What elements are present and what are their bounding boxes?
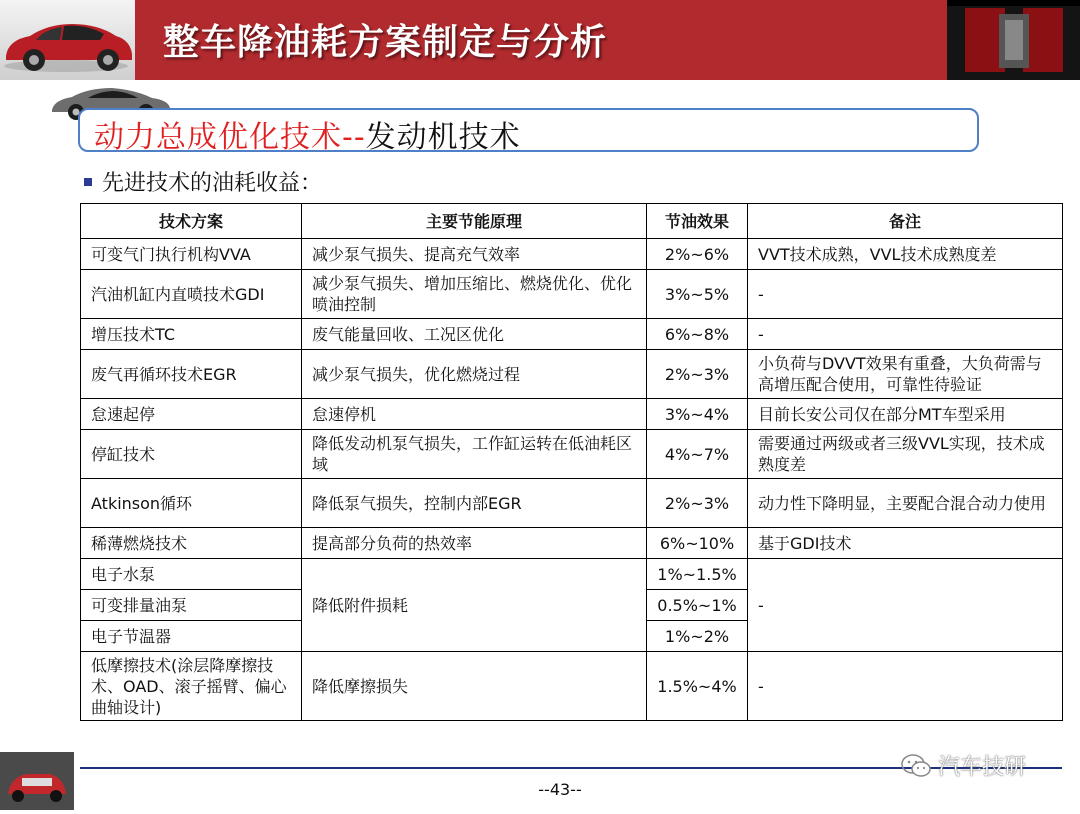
tech-cell: 停缸技术	[81, 430, 302, 479]
page-title: 整车降油耗方案制定与分析	[163, 22, 608, 63]
table-row	[81, 399, 1063, 430]
table-row	[81, 319, 1063, 350]
watermark-text: 汽车技研	[938, 755, 1027, 780]
section-title-black: 发动机技术	[365, 120, 521, 155]
header-engine-image-right	[947, 0, 1080, 80]
effect-cell: 6%~10%	[647, 528, 748, 559]
column-header: 节油效果	[647, 204, 748, 239]
column-header: 技术方案	[81, 204, 302, 239]
effect-cell: 1%~1.5%	[647, 559, 748, 590]
note-cell: -	[748, 559, 1063, 652]
tech-cell: 可变气门执行机构VVA	[81, 239, 302, 270]
principle-cell: 提高部分负荷的热效率	[302, 528, 647, 559]
principle-cell: 减少泵气损失，优化燃烧过程	[302, 350, 647, 399]
fuel-saving-table	[80, 203, 1063, 721]
bullet-line	[84, 166, 322, 197]
note-cell: 动力性下降明显，主要配合混合动力使用	[748, 479, 1063, 528]
tech-cell: 废气再循环技术EGR	[81, 350, 302, 399]
tech-cell: 低摩擦技术(涂层降摩擦技术、OAD、滚子摇臂、偏心曲轴设计)	[81, 652, 302, 721]
section-title-red: 动力总成优化技术--	[94, 120, 366, 155]
column-header: 备注	[748, 204, 1063, 239]
bullet-text: 先进技术的油耗收益：	[102, 171, 323, 196]
wechat-icon	[900, 753, 932, 779]
effect-cell: 1%~2%	[647, 621, 748, 652]
effect-cell: 1.5%~4%	[647, 652, 748, 721]
note-cell: 小负荷与DVVT效果有重叠，大负荷需与高增压配合使用，可靠性待验证	[748, 350, 1063, 399]
principle-cell: 废气能量回收、工况区优化	[302, 319, 647, 350]
effect-cell: 4%~7%	[647, 430, 748, 479]
note-cell: 目前长安公司仅在部分MT车型采用	[748, 399, 1063, 430]
tech-cell: 电子水泵	[81, 559, 302, 590]
effect-cell: 0.5%~1%	[647, 590, 748, 621]
watermark	[900, 750, 1026, 781]
table-row	[81, 528, 1063, 559]
principle-cell: 降低泵气损失，控制内部EGR	[302, 479, 647, 528]
effect-cell: 2%~3%	[647, 350, 748, 399]
note-cell: 基于GDI技术	[748, 528, 1063, 559]
tech-cell: 汽油机缸内直喷技术GDI	[81, 270, 302, 319]
page-number: --43--	[538, 780, 582, 799]
principle-cell: 减少泵气损失、提高充气效率	[302, 239, 647, 270]
note-cell: -	[748, 270, 1063, 319]
effect-cell: 2%~6%	[647, 239, 748, 270]
tech-cell: 增压技术TC	[81, 319, 302, 350]
tech-cell: 稀薄燃烧技术	[81, 528, 302, 559]
table-header-row	[81, 204, 1063, 239]
principle-cell: 降低发动机泵气损失，工作缸运转在低油耗区域	[302, 430, 647, 479]
tech-cell: 可变排量油泵	[81, 590, 302, 621]
effect-cell: 3%~4%	[647, 399, 748, 430]
principle-cell: 减少泵气损失、增加压缩比、燃烧优化、优化喷油控制	[302, 270, 647, 319]
table-row	[81, 652, 1063, 721]
principle-cell: 降低摩擦损失	[302, 652, 647, 721]
table-row	[81, 479, 1063, 528]
note-cell: VVT技术成熟，VVL技术成熟度差	[748, 239, 1063, 270]
header-car-image-left	[0, 0, 135, 80]
tech-cell: Atkinson循环	[81, 479, 302, 528]
note-cell: -	[748, 319, 1063, 350]
column-header: 主要节能原理	[302, 204, 647, 239]
footer-car-image	[0, 752, 74, 810]
table-row	[81, 559, 1063, 590]
principle-cell: 降低附件损耗	[302, 559, 647, 652]
effect-cell: 3%~5%	[647, 270, 748, 319]
section-title	[94, 112, 521, 156]
table-row	[81, 270, 1063, 319]
square-bullet-icon	[84, 178, 92, 186]
tech-cell: 怠速起停	[81, 399, 302, 430]
note-cell: -	[748, 652, 1063, 721]
section-title-box	[78, 108, 979, 155]
header-bar	[135, 0, 947, 80]
table-row	[81, 350, 1063, 399]
table-row	[81, 239, 1063, 270]
effect-cell: 6%~8%	[647, 319, 748, 350]
tech-cell: 电子节温器	[81, 621, 302, 652]
table-row	[81, 430, 1063, 479]
note-cell: 需要通过两级或者三级VVL实现，技术成熟度差	[748, 430, 1063, 479]
principle-cell: 怠速停机	[302, 399, 647, 430]
effect-cell: 2%~3%	[647, 479, 748, 528]
